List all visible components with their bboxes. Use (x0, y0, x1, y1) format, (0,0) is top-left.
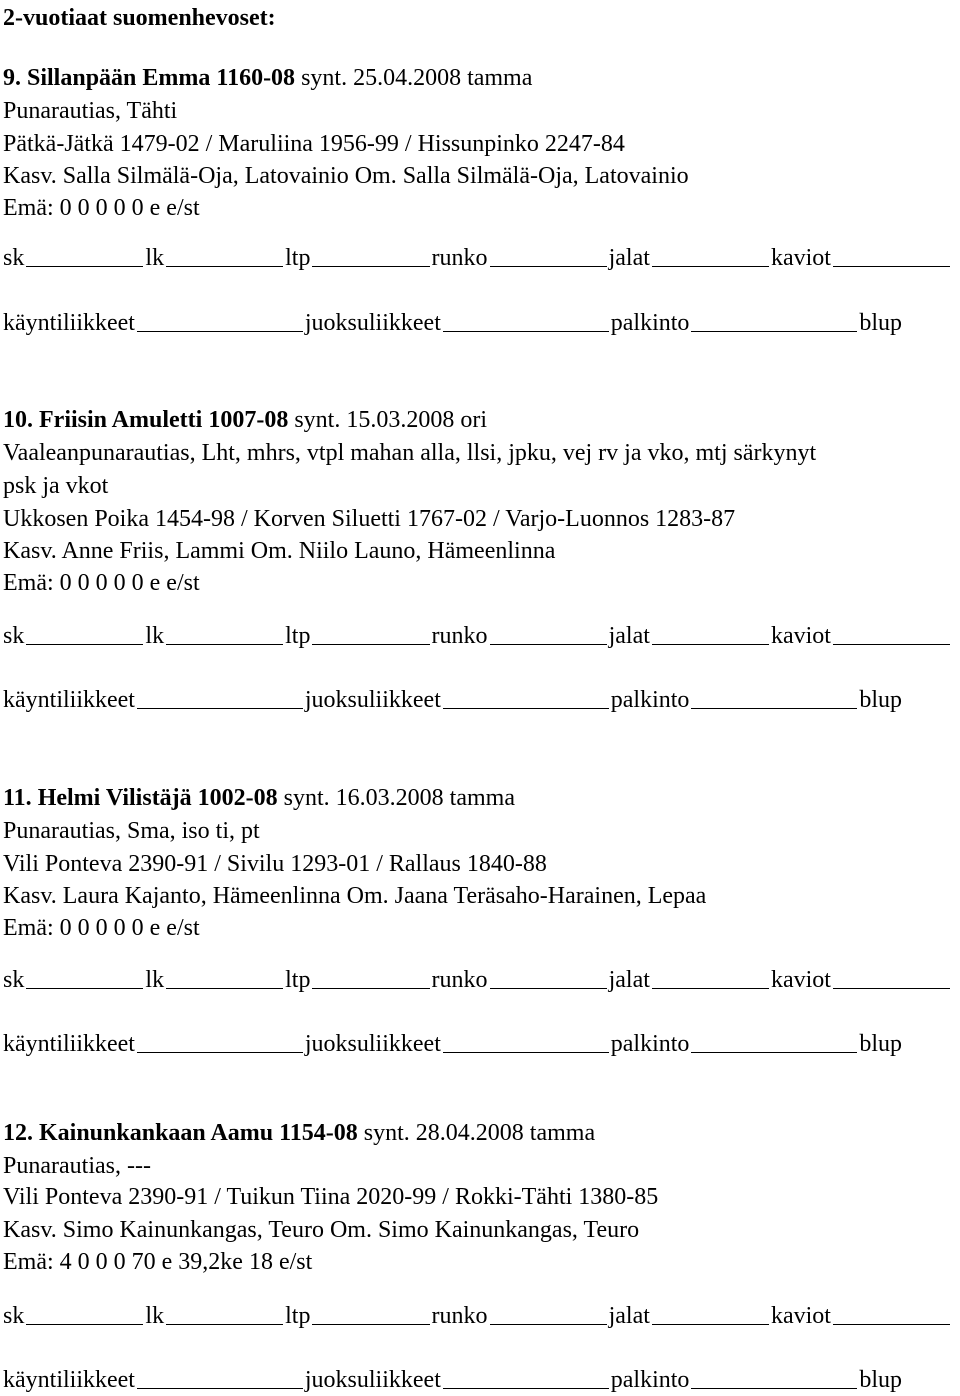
score-field-kaviot[interactable] (833, 988, 950, 989)
score-label-runko: runko (431, 245, 488, 271)
gait-label-blup: blup (859, 310, 902, 336)
score-label-ltp: ltp (285, 967, 311, 993)
gait-label-blup: blup (859, 687, 902, 713)
gait-label-kaynti: käyntiliikkeet (3, 310, 135, 336)
gait-label-palkinto: palkinto (610, 1367, 690, 1393)
gait-row (3, 686, 902, 714)
gait-label-juoksu: juoksuliikkeet (304, 1367, 441, 1393)
score-field-jalat[interactable] (652, 266, 769, 267)
score-label-runko: runko (431, 967, 488, 993)
horse-title (3, 406, 487, 434)
score-field-ltp[interactable] (312, 1324, 429, 1325)
gait-label-kaynti: käyntiliikkeet (3, 1031, 135, 1057)
horse-description: Punarautias, Tähti (3, 98, 178, 124)
gait-row (3, 309, 902, 337)
horse-name-reg: Sillanpään Emma 1160-08 (27, 65, 296, 91)
score-row (3, 622, 952, 650)
gait-field-palkinto[interactable] (691, 708, 857, 709)
gait-field-kaynti[interactable] (137, 1388, 303, 1389)
horse-number: 9. (3, 65, 21, 91)
horse-description-cont: psk ja vkot (3, 473, 109, 499)
score-label-kaviot: kaviot (770, 1303, 831, 1329)
horse-description: Punarautias, --- (3, 1153, 151, 1179)
gait-label-juoksu: juoksuliikkeet (304, 687, 441, 713)
gait-label-juoksu: juoksuliikkeet (304, 1031, 441, 1057)
score-label-ltp: ltp (285, 623, 311, 649)
gait-field-juoksu[interactable] (443, 1052, 609, 1053)
score-label-runko: runko (431, 1303, 488, 1329)
gait-field-juoksu[interactable] (443, 331, 609, 332)
gait-field-palkinto[interactable] (691, 1388, 857, 1389)
horse-breeder-owner: Kasv. Salla Silmälä-Oja, Latovainio Om. Salla Silmälä-Oja, Latovainio (3, 163, 689, 189)
score-label-lk: lk (145, 623, 165, 649)
score-field-jalat[interactable] (652, 988, 769, 989)
score-field-runko[interactable] (490, 988, 607, 989)
horse-birth: synt. 25.04.2008 tamma (301, 65, 533, 91)
horse-dam-record: Emä: 0 0 0 0 0 e e/st (3, 915, 200, 941)
score-field-lk[interactable] (166, 644, 283, 645)
score-field-runko[interactable] (490, 644, 607, 645)
score-field-lk[interactable] (166, 1324, 283, 1325)
horse-dam-record: Emä: 0 0 0 0 0 e e/st (3, 195, 200, 221)
horse-pedigree: Vili Ponteva 2390-91 / Tuikun Tiina 2020-99 / Rokki-Tähti 1380-85 (3, 1184, 659, 1210)
score-field-lk[interactable] (166, 988, 283, 989)
horse-pedigree: Vili Ponteva 2390-91 / Sivilu 1293-01 / Rallaus 1840-88 (3, 851, 547, 877)
horse-birth: synt. 16.03.2008 tamma (283, 785, 515, 811)
score-label-jalat: jalat (608, 245, 650, 271)
score-label-sk: sk (3, 623, 25, 649)
score-label-runko: runko (431, 623, 488, 649)
gait-row (3, 1366, 902, 1394)
score-field-jalat[interactable] (652, 644, 769, 645)
horse-birth: synt. 15.03.2008 ori (294, 407, 487, 433)
score-field-runko[interactable] (490, 266, 607, 267)
score-field-sk[interactable] (26, 1324, 143, 1325)
score-row (3, 1302, 952, 1330)
score-field-sk[interactable] (26, 644, 143, 645)
gait-label-juoksu: juoksuliikkeet (304, 310, 441, 336)
score-label-sk: sk (3, 1303, 25, 1329)
score-field-kaviot[interactable] (833, 1324, 950, 1325)
horse-name-reg: Friisin Amuletti 1007-08 (39, 407, 289, 433)
horse-number: 11. (3, 785, 32, 811)
gait-field-kaynti[interactable] (137, 331, 303, 332)
gait-label-palkinto: palkinto (610, 1031, 690, 1057)
horse-title (3, 784, 515, 812)
score-row (3, 966, 952, 994)
gait-label-blup: blup (859, 1031, 902, 1057)
score-row (3, 244, 952, 272)
score-field-kaviot[interactable] (833, 644, 950, 645)
gait-label-palkinto: palkinto (610, 687, 690, 713)
score-field-ltp[interactable] (312, 644, 429, 645)
gait-field-kaynti[interactable] (137, 708, 303, 709)
score-label-sk: sk (3, 967, 25, 993)
score-label-lk: lk (145, 1303, 165, 1329)
score-label-lk: lk (145, 967, 165, 993)
horse-number: 10. (3, 407, 33, 433)
score-label-jalat: jalat (608, 1303, 650, 1329)
horse-number: 12. (3, 1120, 33, 1146)
score-field-jalat[interactable] (652, 1324, 769, 1325)
horse-breeder-owner: Kasv. Laura Kajanto, Hämeenlinna Om. Jaana Teräsaho-Harainen, Lepaa (3, 883, 707, 909)
horse-dam-record: Emä: 0 0 0 0 0 e e/st (3, 570, 200, 596)
score-label-sk: sk (3, 245, 25, 271)
horse-pedigree: Ukkosen Poika 1454-98 / Korven Siluetti 1767-02 / Varjo-Luonnos 1283-87 (3, 506, 736, 532)
gait-label-kaynti: käyntiliikkeet (3, 687, 135, 713)
gait-label-blup: blup (859, 1367, 902, 1393)
horse-breeder-owner: Kasv. Anne Friis, Lammi Om. Niilo Launo, Hämeenlinna (3, 538, 556, 564)
gait-label-palkinto: palkinto (610, 310, 690, 336)
horse-title (3, 1119, 595, 1147)
score-label-jalat: jalat (608, 623, 650, 649)
score-label-kaviot: kaviot (770, 623, 831, 649)
horse-title (3, 64, 532, 92)
gait-label-kaynti: käyntiliikkeet (3, 1367, 135, 1393)
horse-description: Vaaleanpunarautias, Lht, mhrs, vtpl mahan alla, llsi, jpku, vej rv ja vko, mtj särkynyt (3, 440, 817, 466)
page-heading: 2-vuotiaat suomenhevoset: (3, 5, 276, 31)
horse-dam-record: Emä: 4 0 0 0 70 e 39,2ke 18 e/st (3, 1249, 313, 1275)
gait-field-juoksu[interactable] (443, 708, 609, 709)
horse-description: Punarautias, Sma, iso ti, pt (3, 818, 260, 844)
horse-name-reg: Helmi Vilistäjä 1002-08 (37, 785, 278, 811)
horse-breeder-owner: Kasv. Simo Kainunkangas, Teuro Om. Simo Kainunkangas, Teuro (3, 1217, 640, 1243)
gait-field-kaynti[interactable] (137, 1052, 303, 1053)
score-field-sk[interactable] (26, 266, 143, 267)
score-field-ltp[interactable] (312, 988, 429, 989)
score-field-ltp[interactable] (312, 266, 429, 267)
gait-field-juoksu[interactable] (443, 1388, 609, 1389)
horse-pedigree: Pätkä-Jätkä 1479-02 / Maruliina 1956-99 / Hissunpinko 2247-84 (3, 131, 625, 157)
gait-row (3, 1030, 902, 1058)
score-label-jalat: jalat (608, 967, 650, 993)
gait-field-palkinto[interactable] (691, 331, 857, 332)
score-field-runko[interactable] (490, 1324, 607, 1325)
score-label-kaviot: kaviot (770, 245, 831, 271)
score-field-sk[interactable] (26, 988, 143, 989)
score-field-lk[interactable] (166, 266, 283, 267)
horse-name-reg: Kainunkankaan Aamu 1154-08 (39, 1120, 358, 1146)
score-field-kaviot[interactable] (833, 266, 950, 267)
score-label-ltp: ltp (285, 245, 311, 271)
score-label-lk: lk (145, 245, 165, 271)
horse-birth: synt. 28.04.2008 tamma (363, 1120, 596, 1146)
gait-field-palkinto[interactable] (691, 1052, 857, 1053)
score-label-kaviot: kaviot (770, 967, 831, 993)
score-label-ltp: ltp (285, 1303, 311, 1329)
